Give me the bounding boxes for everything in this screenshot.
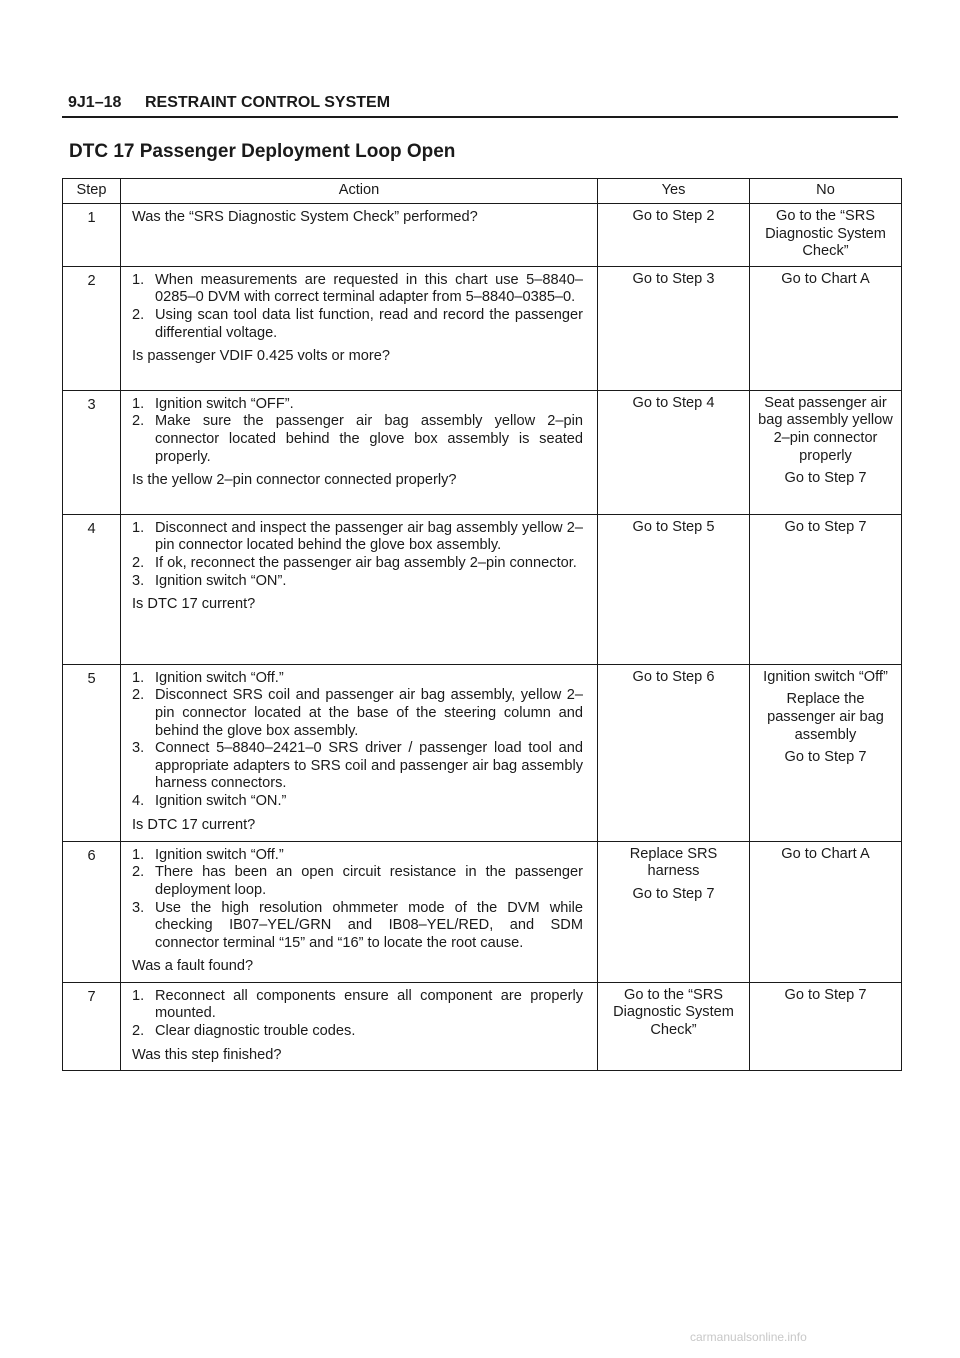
action-item-text: If ok, reconnect the passenger air bag assembly 2–pin connector.: [155, 554, 577, 571]
action-item-text: Disconnect SRS coil and passenger air bag assembly, yellow 2–pin connector located at the base of the steering column and behind the glove box assembly.: [155, 687, 583, 739]
no-result-cell: [750, 390, 902, 514]
action-item-number: 2.: [132, 554, 145, 571]
action-cell: [121, 390, 598, 514]
action-cell: [121, 204, 598, 267]
yes-result-cell: [598, 204, 750, 267]
action-item-text: Ignition switch “ON.”: [155, 792, 287, 809]
action-item-text: Make sure the passenger air bag assembly yellow 2–pin connector located behind the glove box assembly is seated properly.: [155, 413, 583, 465]
action-item-text: Disconnect and inspect the passenger air bag assembly yellow 2–pin connector located behind the glove box assembly.: [155, 519, 583, 554]
yes-result-cell: [598, 982, 750, 1070]
column-header-yes: Yes: [598, 179, 750, 204]
action-item: [132, 670, 583, 688]
action-item-text: Use the high resolution ohmmeter mode of the DVM while checking IB07–YEL/GRN and IB08–YEL/RED, and SDM connector terminal “15” and “16” to locate the root cause.: [155, 899, 583, 951]
yes-result-cell: [598, 841, 750, 982]
no-result-text: Ignition switch “Off”: [763, 668, 888, 685]
table-row: [63, 204, 902, 267]
yes-result-cell: [598, 514, 750, 664]
action-question: Is the yellow 2–pin connector connected properly?: [132, 472, 457, 489]
action-item: [132, 555, 583, 573]
no-result-text: Replace the passenger air bag assembly: [767, 691, 884, 743]
no-result-text: Go to Chart A: [781, 845, 870, 862]
no-result-text: Go to Step 7: [784, 518, 867, 535]
no-result-text: Go to Chart A: [781, 270, 870, 287]
action-cell: [121, 664, 598, 841]
action-item: [132, 900, 583, 953]
action-item: [132, 573, 583, 591]
table-row: [63, 664, 902, 841]
column-header-step: Step: [63, 179, 121, 204]
watermark-text: carmanualsonline.info: [690, 1330, 807, 1344]
action-question: Was a fault found?: [132, 958, 254, 975]
action-item-text: Using scan tool data list function, read and record the passenger differential voltage.: [155, 306, 583, 341]
step-number: 6: [63, 841, 121, 982]
action-item: [132, 740, 583, 793]
action-item: [132, 687, 583, 740]
table-header-row: [63, 179, 902, 204]
action-item-text: There has been an open circuit resistance in the passenger deployment loop.: [155, 864, 583, 898]
action-item-number: 2.: [132, 306, 145, 323]
step-number: 4: [63, 514, 121, 664]
no-result-cell: [750, 514, 902, 664]
no-result-text: Seat passenger air bag assembly yellow 2–pin connector properly: [758, 394, 893, 464]
action-item-number: 3.: [132, 572, 145, 589]
action-item-number: 4.: [132, 792, 145, 809]
table-row: [63, 841, 902, 982]
yes-result-text: Go to Step 3: [632, 270, 715, 287]
action-item: [132, 307, 583, 342]
yes-result-text: Go to the “SRS Diagnostic System Check”: [613, 986, 734, 1038]
action-item: [132, 1023, 583, 1041]
action-question: Was the “SRS Diagnostic System Check” performed?: [132, 209, 478, 225]
no-result-text: Go to Step 7: [784, 749, 867, 766]
no-result-cell: [750, 982, 902, 1070]
section-code: 9J1–18: [68, 94, 122, 111]
action-item: [132, 413, 583, 466]
action-item: [132, 272, 583, 307]
action-item: [132, 396, 583, 414]
no-result-cell: [750, 664, 902, 841]
section-title: RESTRAINT CONTROL SYSTEM: [145, 94, 391, 111]
table-body: [63, 204, 902, 1071]
action-item-number: 3.: [132, 740, 145, 757]
action-item-text: Ignition switch “Off.”: [155, 669, 284, 686]
action-question: Is DTC 17 current?: [132, 816, 256, 833]
page-header: [62, 92, 898, 118]
yes-result-text: Go to Step 7: [632, 885, 715, 902]
table-row: [63, 266, 902, 390]
action-item-number: 2.: [132, 413, 145, 430]
action-item-number: 2.: [132, 687, 145, 704]
action-item: [132, 847, 583, 865]
no-result-text: Go to Step 7: [784, 986, 867, 1003]
yes-result-text: Go to Step 6: [632, 668, 715, 685]
no-result-cell: [750, 204, 902, 267]
action-item-number: 1.: [132, 519, 145, 536]
action-question: Is DTC 17 current?: [132, 596, 256, 613]
yes-result-cell: [598, 664, 750, 841]
action-question: Is passenger VDIF 0.425 volts or more?: [132, 348, 390, 365]
action-cell: [121, 266, 598, 390]
step-number: 7: [63, 982, 121, 1070]
step-number: 3: [63, 390, 121, 514]
step-number: 2: [63, 266, 121, 390]
step-number: 1: [63, 204, 121, 267]
diagnostic-table: [62, 178, 902, 1071]
table-row: [63, 390, 902, 514]
action-cell: [121, 841, 598, 982]
table-row: [63, 982, 902, 1070]
no-result-text: Go to the “SRS Diagnostic System Check”: [765, 208, 886, 260]
action-item: [132, 520, 583, 555]
action-item-number: 3.: [132, 899, 145, 916]
no-result-text: Go to Step 7: [784, 470, 867, 487]
action-item-text: When measurements are requested in this chart use 5–8840–0285–0 DVM with correct terminal adapter from 5–8840–0385–0.: [155, 271, 583, 306]
yes-result-text: Go to Step 4: [632, 394, 715, 411]
yes-result-cell: [598, 266, 750, 390]
action-item: [132, 988, 583, 1023]
action-item-number: 2.: [132, 1022, 145, 1039]
action-question: Was this step finished?: [132, 1046, 282, 1063]
column-header-no: No: [750, 179, 902, 204]
yes-result-cell: [598, 390, 750, 514]
action-item-text: Ignition switch “OFF”.: [155, 395, 294, 412]
yes-result-text: Go to Step 5: [632, 518, 715, 535]
action-item: [132, 793, 583, 811]
action-item-text: Clear diagnostic trouble codes.: [155, 1022, 356, 1039]
column-header-action: Action: [121, 179, 598, 204]
yes-result-text: Replace SRS harness: [629, 845, 718, 880]
step-number: 5: [63, 664, 121, 841]
action-item-text: Connect 5–8840–2421–0 SRS driver / passenger load tool and appropriate adapters to SRS coil and passenger air bag assembly harness connectors.: [155, 740, 583, 792]
action-cell: [121, 982, 598, 1070]
document-title: DTC 17 Passenger Deployment Loop Open: [69, 141, 456, 162]
action-item-text: Reconnect all components ensure all component are properly mounted.: [155, 987, 583, 1022]
action-item-number: 1.: [132, 395, 145, 412]
action-item-text: Ignition switch “ON”.: [155, 572, 287, 589]
no-result-cell: [750, 266, 902, 390]
action-item-number: 1.: [132, 271, 145, 288]
yes-result-text: Go to Step 2: [632, 208, 715, 224]
action-item-number: 1.: [132, 987, 145, 1004]
action-item-text: Ignition switch “Off.”: [155, 846, 284, 863]
table-row: [63, 514, 902, 664]
action-item-number: 1.: [132, 846, 145, 863]
no-result-cell: [750, 841, 902, 982]
action-cell: [121, 514, 598, 664]
action-item: [132, 864, 583, 899]
action-item-number: 2.: [132, 864, 145, 881]
action-item-number: 1.: [132, 669, 145, 686]
